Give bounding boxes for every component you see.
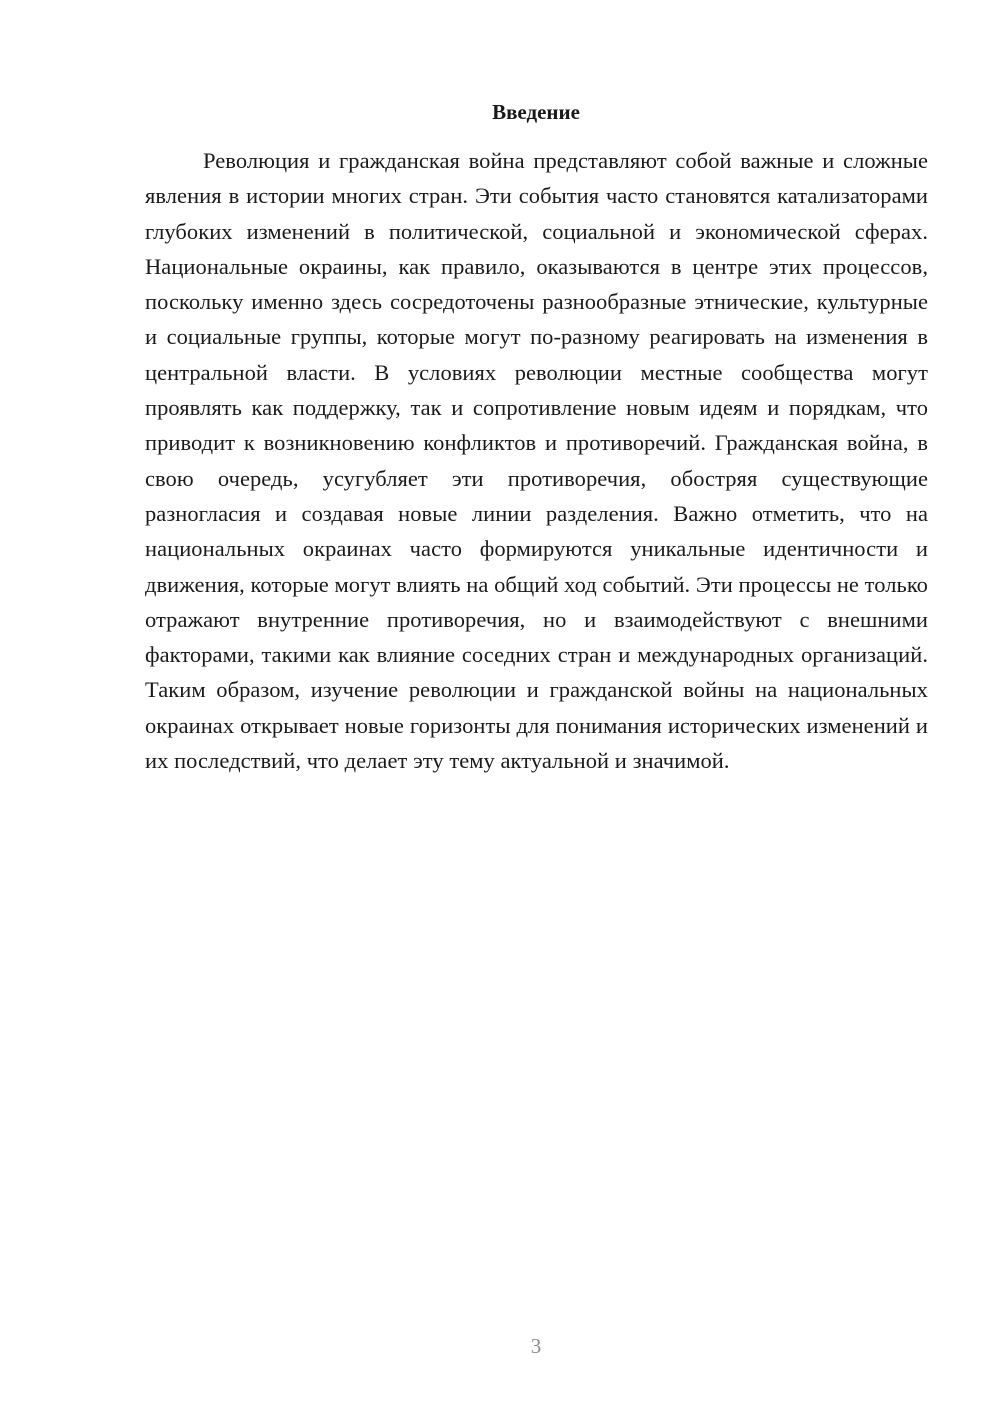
- page-number: 3: [530, 1334, 542, 1358]
- section-title: Введение: [492, 100, 580, 124]
- body-paragraph: Революция и гражданская война представляют собой важные и сложные явления в истории многих стран. Эти события часто становятся катализаторами глубоких изменений в политической, социальной и экономической сферах. Национальные окраины, как правило, оказываются в центре этих процессов, поскольку именно здесь сосредоточены разнообразные этнические, культурные и социальные группы, которые могут по-разному реагировать на изменения в центральной власти. В условиях революции местные сообщества могут проявлять как поддержку, так и сопротивление новым идеям и порядкам, что приводит к возникновению конфликтов и противоречий. Гражданская война, в свою очередь, усугубляет эти противоречия, обостряя существующие разногласия и создавая новые линии разделения. Важно отметить, что на национальных окраинах часто формируются уникальные идентичности и движения, которые могут влиять на общий ход событий. Эти процессы не только отражают внутренние противоречия, но и взаимодействуют с внешними факторами, такими как влияние соседних стран и международных организаций. Таким образом, изучение революции и гражданской войны на национальных окраинах открывает новые горизонты для понимания исторических изменений и их последствий, что делает эту тему актуальной и значимой.: [145, 148, 928, 774]
